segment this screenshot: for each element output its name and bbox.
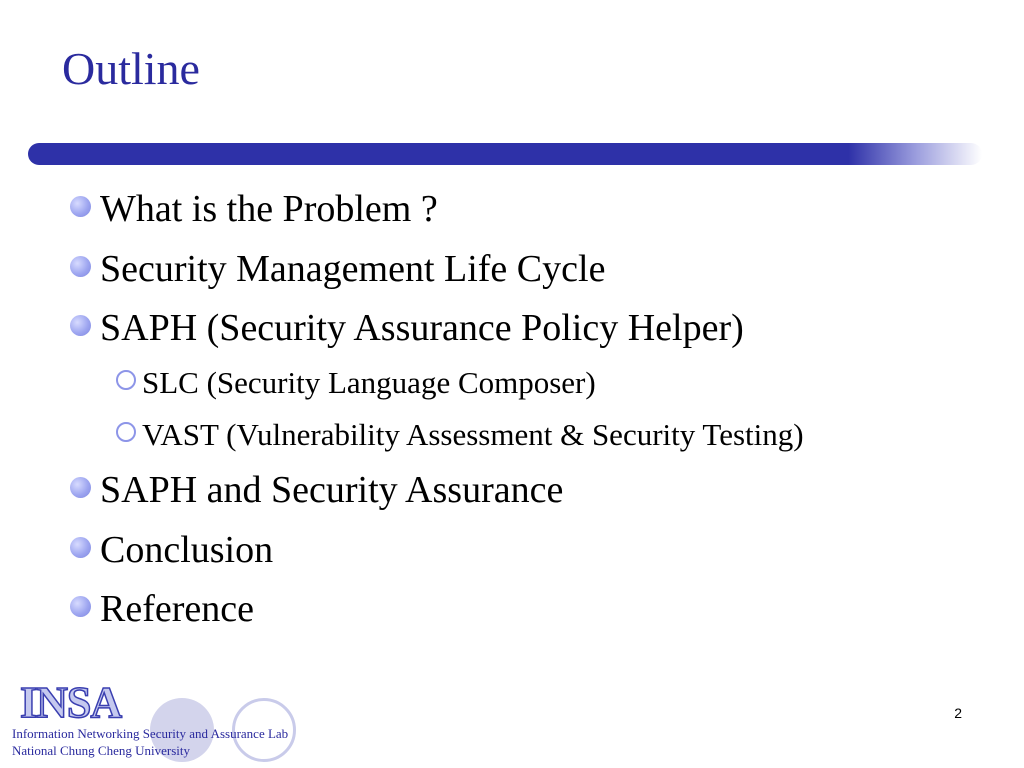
outline-item-text: Reference xyxy=(100,588,254,630)
outline-subitem xyxy=(116,367,596,398)
bullet-dot-icon xyxy=(70,596,91,617)
bullet-ring-icon xyxy=(116,422,136,442)
bullet-dot-icon xyxy=(70,315,91,336)
bullet-dot-icon xyxy=(70,196,91,217)
bullet-ring-icon xyxy=(116,370,136,390)
outline-subitem-text: SLC (Security Language Composer) xyxy=(142,365,596,400)
outline-item xyxy=(70,309,744,347)
title-underline-bar xyxy=(28,143,982,165)
outline-item-text: SAPH (Security Assurance Policy Helper) xyxy=(100,307,744,349)
bullet-dot-icon xyxy=(70,477,91,498)
outline-item-text: Conclusion xyxy=(100,529,274,571)
outline-item xyxy=(70,471,563,509)
outline-item-text: What is the Problem ? xyxy=(100,188,438,230)
outline-subitem-text: VAST (Vulnerability Assessment & Security Testing) xyxy=(142,417,804,452)
outline-item xyxy=(70,531,273,569)
outline-item-text: Security Management Life Cycle xyxy=(100,248,606,290)
bullet-dot-icon xyxy=(70,537,91,558)
page-number: 2 xyxy=(954,705,962,721)
slide-title: Outline xyxy=(62,43,200,94)
insa-logo: INSA xyxy=(20,678,122,727)
lab-name: Information Networking Security and Assurance Lab xyxy=(12,726,289,741)
outline-item xyxy=(70,590,254,628)
university-name: National Chung Cheng University xyxy=(12,743,191,758)
outline-item-text: SAPH and Security Assurance xyxy=(100,469,564,511)
outline-item xyxy=(70,250,605,288)
outline-subitem xyxy=(116,419,804,450)
outline-item xyxy=(70,190,438,228)
bullet-dot-icon xyxy=(70,256,91,277)
